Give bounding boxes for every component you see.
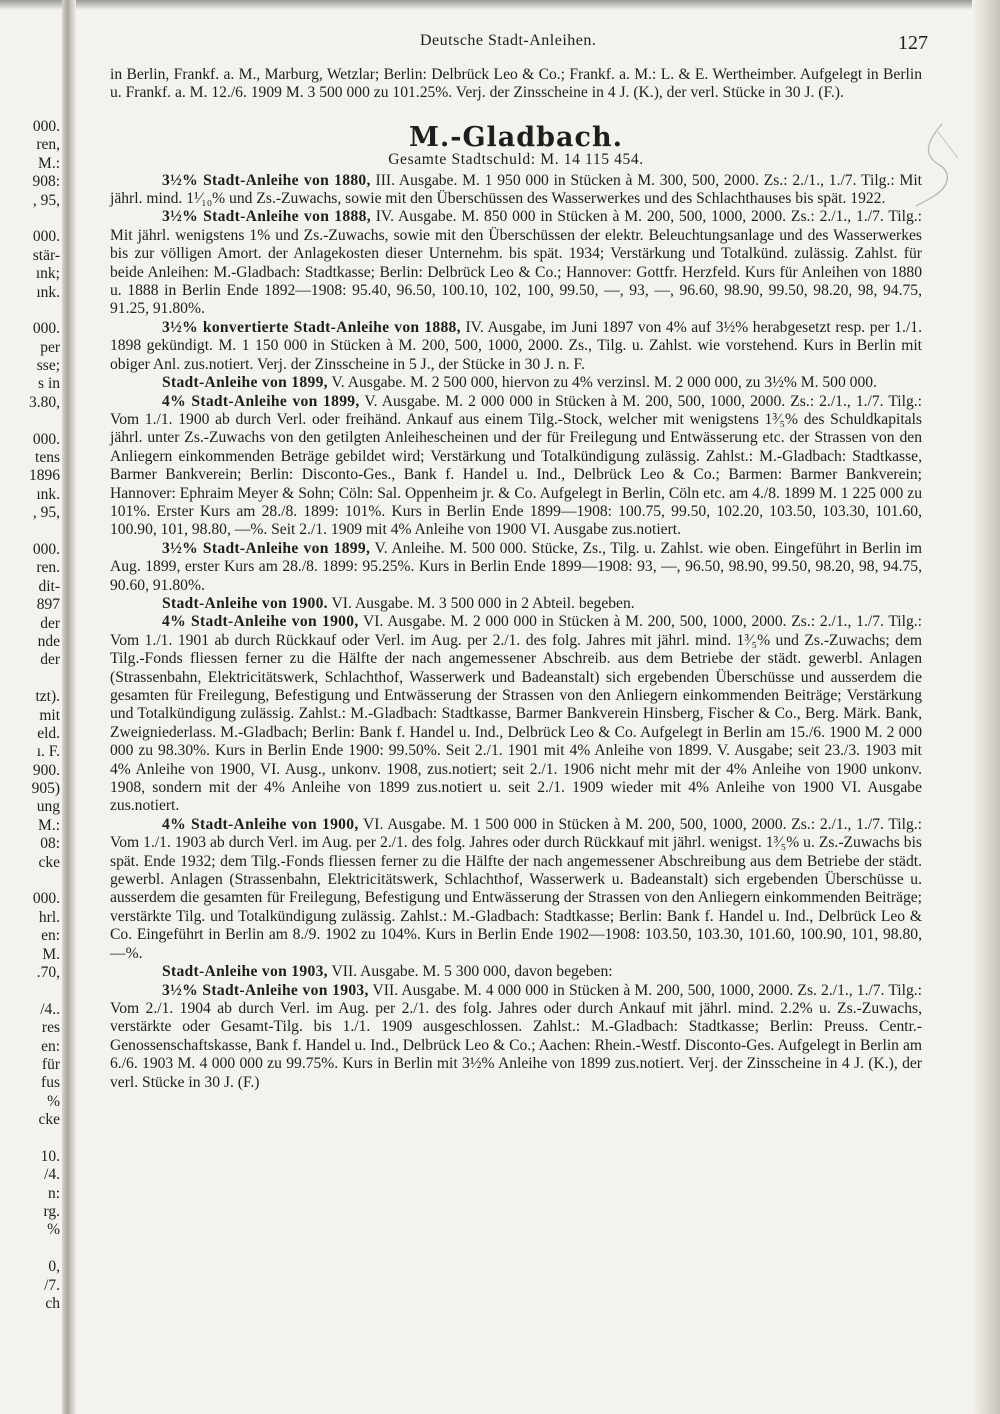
previous-page-fragment: 000. (32, 118, 60, 135)
loan-heading: Stadt-Anleihe von 1903, (162, 963, 328, 981)
loan-heading: 4% Stadt-Anleihe von 1900, (162, 815, 359, 833)
previous-page-fragment: mit (39, 706, 60, 724)
loan-text: IV. Ausgabe, im Juni 1897 von 4% auf 3½% herabgesetzt resp. per 1./1. 1898 gekündigt. M. 1 150 000 in Stücken à M. 200, 500, 1000, 2000. Zs., Tilg. u. Zahlst. wie vorstehend. Kurs in Berlin mit obiger Anl. zus.notiert. Verj. der Zinsscheine in 5 J., der Stücke in 30 J. n. F. (110, 318, 922, 373)
section-title: M.-Gladbach. (408, 121, 624, 153)
previous-page-fragment: 000. (32, 430, 60, 448)
page-body (110, 66, 922, 1092)
previous-page-fragment: 08: (40, 835, 60, 853)
previous-page-fragment: en: (41, 927, 60, 945)
previous-page-fragment: stär- (32, 246, 60, 264)
previous-page-fragment: 1896 (29, 467, 60, 485)
loan-text: VI. Ausgabe. M. 2 000 000 in Stücken à M. 200, 500, 1000, 2000. Zs.: 2./1., 1./7. Tilg.: Vom 1./1. 1901 ab durch Rückkauf oder Verl. im Aug. per 2./1. des folg. Jahres mit jährl. mind. 1³⁄₅% und Zs.-Zuwachs; dem Tilg.-Fonds fliessen ferner zu die Hälfte der nach angemessener Abschreib. aus dem Betriebe der städt. gewerbl. Anlagen (Strassenbahn, Elektricitätswerk, Schlachthof, Wasserwerk und Badeanstalt) sich ergebenden Überschüsse und ausserdem die gesamten für Freilegung, Befestigung und Entwässerung der Strassen von den Anliegern einkommenden Beiträge; Verstärkung und Totalkündigung zulässig. Zahlst.: M.-Gladbach: Stadtkasse, Barmer Bankverein Hinsberg, Fischer & Co., Berg. Märk. Bank, Zweigniederlass. M.-Gladbach; Berlin: Bank f. Handel u. Ind., Delbrück Leo & Co. Aufgelegt in Berlin am 15./6. 1900 M. 2 000 000 zu 98.30%. Kurs in Berlin Ende 1900: 99.50%. Seit 2./1. 1901 mit 4% Anleihe von 1899. V. Ausgabe; seit 23./3. 1903 mit 4% Anleihe von 1900, VI. Ausg., unkonv. 1908, zus.notiert; seit 2./1. 1906 nicht mehr mit der 4% Anleihe von 1900 unkonv. 1908, sondern mit der 4% Anleihe von 1899 zus.notiert u. seit 2./1. 1909 wieder mit 4% Anleihe von 1900 VI. Ausgabe zus.notiert. (110, 613, 922, 815)
previous-page-fragment: cke (38, 853, 60, 871)
loan-text: V. Ausgabe. M. 2 500 000, hiervon zu 4% verzinsl. M. 2 000 000, zu 3½% M. 500 000. (327, 374, 877, 392)
loan-text: III. Ausgabe. M. 1 950 000 in Stücken à M. 300, 500, 2000. Zs.: 2./1., 1./7. Tilg.: Mit jährl. mind. 1¹⁄₁₀% und Zs.-Zuwachs, sowie mit den Überschüssen des Wasserwerkes und des Schlachthauses bis spät. 1922. (110, 171, 922, 208)
loan-heading: 3½% Stadt-Anleihe von 1899, (162, 539, 371, 557)
previous-page-fragment: ch (45, 1295, 60, 1312)
previous-page-fragment: 905) (31, 780, 60, 798)
loan-entry (110, 374, 922, 392)
loan-heading: 4% Stadt-Anleihe von 1900, (162, 613, 359, 631)
previous-page-fragment (0, 1240, 60, 1258)
loan-heading: 3½% Stadt-Anleihe von 1903, (162, 981, 369, 999)
previous-page-fragment: M.: (38, 154, 60, 172)
loan-text: V. Ausgabe. M. 2 000 000 in Stücken à M. 200, 500, 1000, 2000. Zs.: 2./1., 1./7. Tilg.: Vom 1./1. 1900 ab durch Verl. oder freihänd. Ankauf aus einem Tilg.-Stock, welcher mit wenigstens 1³⁄₅% des Schuldkapitals jährl. unter Zs.-Zuwachs von den getilgten Anleihescheinen und der für Freilegung und Entwässerung etc. der Strassen von den Anliegern einkommenden Beträge gebildet wird; Verstärkung und Totalkündigung zulässig. Zahlst.: M.-Gladbach: Stadtkasse, Barmer Bankverein; Berlin: Disconto-Ges., Bank f. Handel u. Ind., Delbrück Leo & Co.; Barmen: Barmer Bankverein; Hannover: Ephraim Meyer & Sohn; Cöln: Sal. Oppenheim jr. & Co. Aufgelegt in Berlin, Cöln etc. am 4./8. 1899 M. 1 225 000 zu 101%. Erster Kurs am 28./8. 1899: 101%. Kurs in Berlin Ende 1899—1908: 100.75, 99.50, 102.20, 103.50, 103.30, 101.60, 100.90, 101, 98.80, —%. Seit 2./1. 1909 mit 4% Anleihe von 1900 VI. Ausgabe zus.notiert. (110, 392, 923, 539)
previous-page-fragment: dit- (38, 577, 60, 595)
loan-entry (110, 613, 922, 815)
previous-page-fragment: M. (42, 945, 60, 963)
previous-page-fragment: % (47, 1092, 60, 1110)
previous-page-fragment: en: (41, 1037, 60, 1055)
previous-page-fragment: /4. (44, 1166, 60, 1184)
previous-page-fragment: sse; (36, 357, 60, 375)
previous-page-fragment: ınk. (36, 485, 60, 503)
running-head: Deutsche Stadt-Anleihen. (420, 32, 597, 49)
loan-heading: 3½% Stadt-Anleihe von 1880, (162, 171, 371, 189)
previous-page-fragment: /4.. (40, 1000, 60, 1018)
previous-page-fragment (0, 982, 60, 1000)
previous-page-fragment: % (47, 1221, 60, 1239)
previous-page-fragment: nde (37, 632, 60, 650)
previous-page-fragment: n: (47, 1184, 60, 1202)
previous-page-fragment: .70, (36, 963, 60, 981)
previous-page-fragment: tens (35, 449, 60, 467)
previous-page-fragment: 897 (36, 596, 60, 614)
previous-page-fragment: ınk; (35, 265, 60, 283)
loan-entry (110, 816, 922, 963)
previous-page-fragment: der (40, 651, 60, 669)
book-gutter (62, 0, 76, 1414)
loan-text: V. Anleihe. M. 500 000. Stücke, Zs., Tilg. u. Zahlst. wie oben. Eingeführt in Berlin im Aug. 1899, erster Kurs am 28./8. 1899: 95.25%. Kurs in Berlin Ende 1899—1908: 93, —, 96.50, 98.90, 99.50, 98.20, 98, 94.75, 90.60, 91.80%. (110, 539, 922, 594)
loan-entries (110, 172, 922, 1092)
loan-text: VI. Ausgabe. M. 1 500 000 in Stücken à M. 200, 500, 1000, 2000. Zs.: 2./1., 1./7. Tilg.: Vom 1./1. 1903 ab durch Verl. im Aug. per 2./1. des folg. Jahres oder durch Rückkauf mit jährl. wenigst. 1³⁄₅% u. Zs.-Zuwachs bis spät. Ende 1932; dem Tilg.-Fonds fliessen ferner zu die Hälfte der nach angemessener Abschreibung aus dem Betriebe der städt. gewerbl. Anlagen (Strassenbahn, Elektricitätswerk, Schlachthof, Wasserwerk u. Badeanstalt) sich ergebenden Überschüsse u. ausserdem die gesamten für Freilegung, Befestigung und Entwässerung der Strassen von den Anliegern einkommenden Beiträge; verstärkte Tilg. und Totalkündigung zulässig. Zahlst.: M.-Gladbach: Stadtkasse; Berlin: Bank f. Handel u. Ind., Delbrück Leo & Co. Eingeführt in Berlin am 8./9. 1902 zu 104%. Kurs in Berlin Ende 1902—1908: 103.50, 103.30, 101.60, 100.90, 101, 98.80, —%. (110, 815, 922, 962)
previous-page-fragment: ren. (36, 559, 60, 577)
previous-page-fragment: cke (38, 1111, 60, 1129)
loan-heading: 3½% Stadt-Anleihe von 1888, (162, 208, 371, 226)
loan-entry (110, 393, 922, 540)
section-subtitle: Gesamte Stadtschuld: M. 14 115 454. (388, 151, 644, 169)
loan-text: IV. Ausgabe. M. 850 000 in Stücken à M. 200, 500, 1000, 2000. Zs.: 2./1., 1./7. Tilg.: Mit jährl. wenigstens 1% und Zs.-Zuwachs, sowie mit den Überschüssen der elektr. Beleuchtungsanlage und des Wasserwerkes bis zur völligen Amort. der Anlagekosten dieser Unternehm. bis spät. 1934; Verstärkung und Totalkünd. zulässig. Zahlst. für beide Anleihen: M.-Gladbach: Stadtkasse; Berlin: Delbrück Leo & Co.; Hannover: Gottfr. Herzfeld. Kurs für Anleihen von 1880 u. 1888 in Berlin Ende 1892—1908: 95.40, 96.50, 100.10, 102, 100, 99.50, —, 93, —, 96.60, 98.90, 99.50, 98.20, 98, 94.75, 91.25, 91.80%. (110, 208, 922, 318)
loan-entry (110, 319, 922, 374)
previous-page-fragment: s in (38, 375, 60, 393)
previous-page-fragment: 0, (48, 1258, 60, 1276)
previous-page-fragment: der (40, 614, 60, 632)
previous-page-fragment: 000. (32, 228, 60, 246)
previous-page-fragment: für (41, 1055, 60, 1073)
previous-page-fragment: /7. (44, 1276, 60, 1294)
previous-page-fragment (0, 302, 60, 320)
loan-heading: 3½% konvertierte Stadt-Anleihe von 1888, (162, 318, 461, 336)
page-top-shadow (0, 0, 1000, 10)
previous-page-fragment: rg. (43, 1203, 60, 1221)
previous-page-fragment: 000. (32, 320, 60, 338)
previous-page-fragment (0, 670, 60, 688)
previous-page-fragment (0, 210, 60, 228)
page-right-shadow (972, 0, 1000, 1414)
previous-page-column (0, 118, 60, 1408)
previous-page-fragment (0, 523, 60, 541)
previous-page-fragment: M.: (38, 816, 60, 834)
previous-page-fragment (0, 1129, 60, 1147)
loan-text: VI. Ausgabe. M. 3 500 000 in 2 Abteil. begeben. (327, 594, 635, 612)
loan-entry (110, 208, 922, 318)
loan-entry (110, 172, 922, 209)
previous-page-fragment: ung (36, 798, 60, 816)
previous-page-fragment: per (40, 338, 60, 356)
previous-page-fragment: ınk. (36, 283, 60, 301)
previous-page-fragment: 3.80, (29, 393, 60, 411)
loan-text: VII. Ausgabe. M. 4 000 000 in Stücken à M. 200, 500, 1000, 2000. Zs. 2./1., 1./7. Tilg.: Vom 2./1. 1904 ab durch Verl. im Aug. per 2./1. des folg. Jahres oder durch Ankauf mit jährl. mind. 2.2% u. Zs.-Zuwachs, verstärkte oder Gesamt-Tilg. bis 1./1. 1909 ausgeschlossen. Zahlst.: M.-Gladbach: Stadtkasse; Berlin: Preuss. Centr.-Genossenschaftskasse, Bank f. Handel u. Ind., Delbrück Leo & Co.; Aachen: Rhein.-Westf. Disconto-Ges. Aufgelegt in Berlin am 6./6. 1903 M. 4 000 000 zu 99.75%. Kurs in Berlin mit 3½% Anleihe von 1899 zus.notiert. Verj. der Zinsscheine in 4 J. (K.), der verl. Stücke in 30 J. (F.) (110, 981, 922, 1091)
loan-text: VII. Ausgabe. M. 5 300 000, davon begeben: (327, 963, 613, 981)
loan-entry (110, 595, 922, 613)
loan-heading: Stadt-Anleihe von 1900. (162, 594, 328, 612)
previous-page-fragment: ı. F. (36, 743, 60, 761)
loan-entry (110, 963, 922, 981)
previous-page-fragment: 000. (32, 890, 60, 908)
loan-entry (110, 540, 922, 595)
page-number: 127 (898, 32, 928, 54)
previous-page-fragment: 900. (32, 761, 60, 779)
previous-page-fragment: fus (41, 1074, 60, 1092)
previous-page-fragment: , 95, (32, 191, 60, 209)
previous-page-fragment (0, 872, 60, 890)
previous-page-fragment: res (41, 1019, 60, 1037)
previous-page-fragment: hrl. (38, 908, 60, 926)
previous-page-fragment (0, 412, 60, 430)
loan-entry (110, 982, 922, 1092)
previous-page-fragment: 000. (32, 540, 60, 558)
previous-page-fragment: eld. (37, 724, 60, 742)
loan-heading: 4% Stadt-Anleihe von 1899, (162, 392, 360, 410)
previous-page-fragment: 10. (40, 1147, 60, 1165)
previous-page-fragment: , 95, (32, 504, 60, 522)
intro-paragraph: in Berlin, Frankf. a. M., Marburg, Wetzlar; Berlin: Delbrück Leo & Co.; Frankf. a. M.: L. & E. Wertheimber. Aufgelegt in Berlin u. Frankf. a. M. 12./6. 1909 M. 3 500 000 zu 101.25%. Verj. der Zinsscheine in 4 J. (K.), der verl. Stücke in 30 J. (F.). (110, 66, 922, 102)
previous-page-fragment: ren, (36, 136, 60, 154)
previous-page-fragment: 908: (32, 173, 60, 191)
loan-heading: Stadt-Anleihe von 1899, (162, 374, 328, 392)
previous-page-fragment: tzt). (35, 688, 60, 706)
